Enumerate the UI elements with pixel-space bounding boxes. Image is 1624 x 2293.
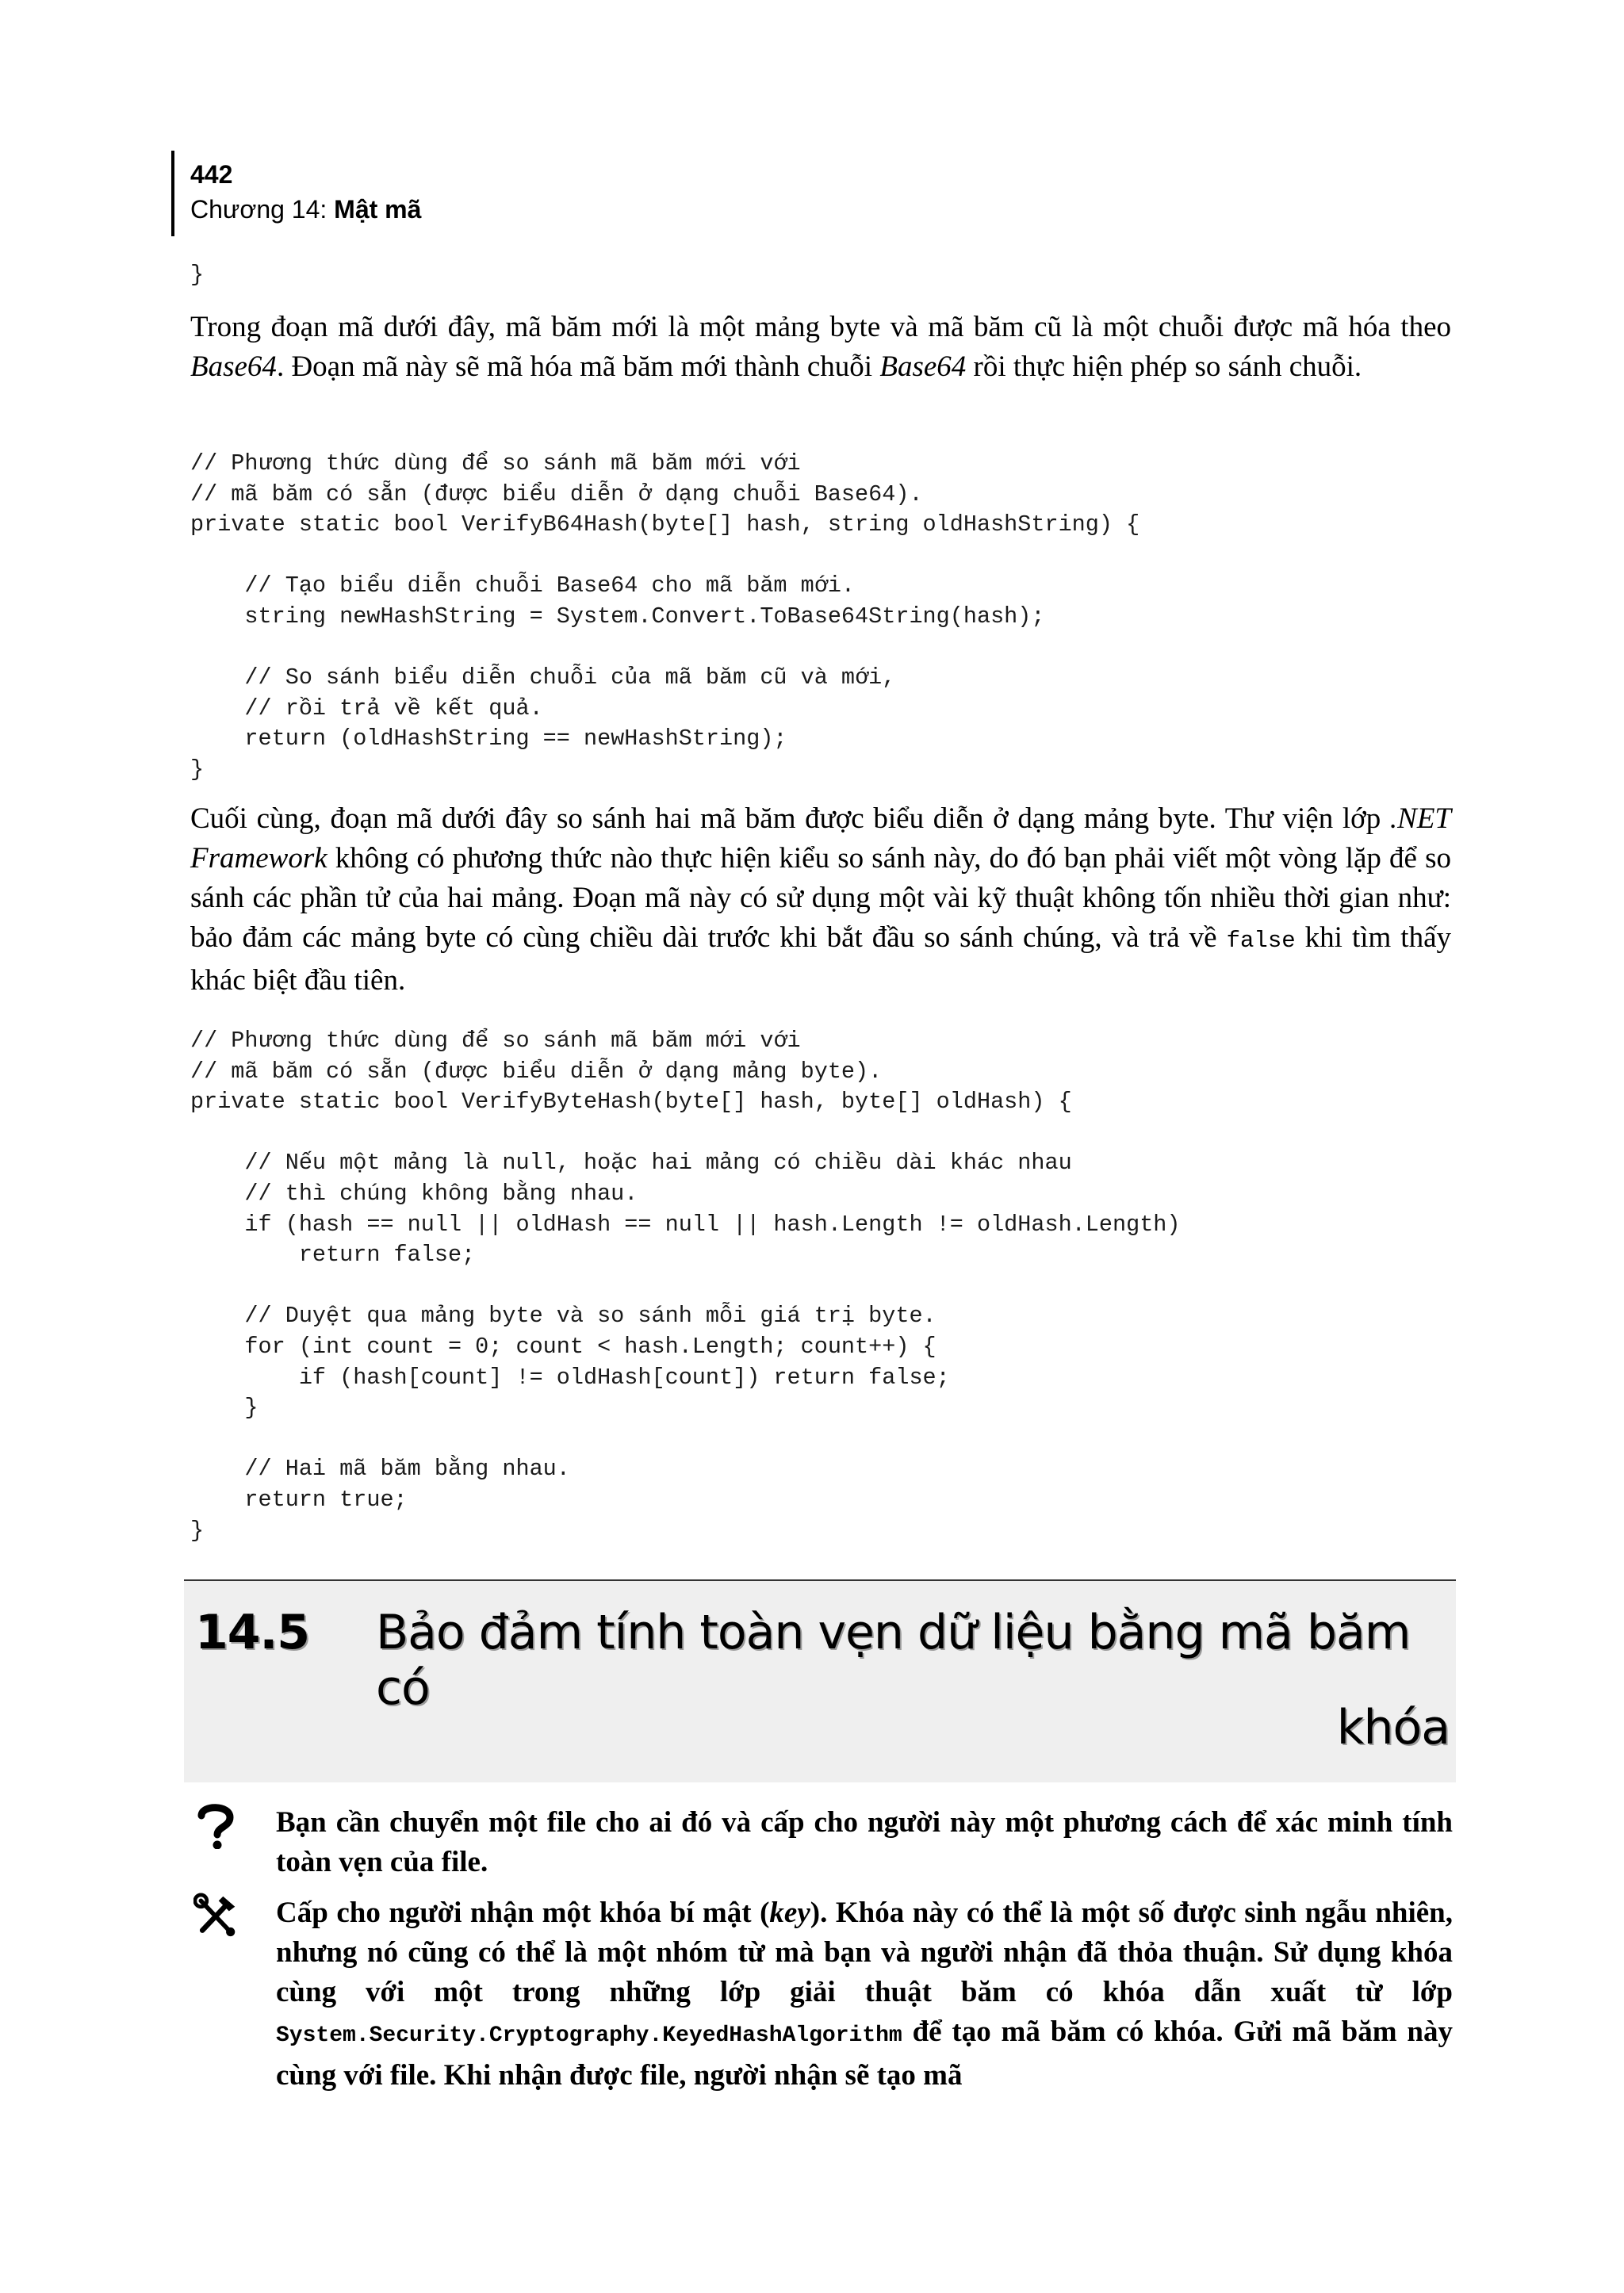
- italic-term: .NET Framework: [190, 802, 1451, 875]
- inline-code: false: [1226, 928, 1296, 954]
- text-run: . Đoạn mã này sẽ mã hóa mã băm mới thành chuỗi: [276, 350, 880, 383]
- code-block-verify-byte-hash: // Phương thức dùng để so sánh mã băm mới với // mã băm có sẵn (được biểu diễn ở dạng mảng byte). private static bool VerifyByteHash(byte[] hash, byte[] oldHash) { // Nếu một mảng là null, hoặc hai mảng có chiều dài khác nhau // thì chúng không bằng nhau. if (hash == null || oldHash == null || hash.Length != oldHash.Length) return false; // Duyệt qua mảng byte và so sánh mỗi giá trị byte. for (int count = 0; count < hash.Length; count++) { if (hash[count] != oldHash[count]) return false; } // Hai mã băm bằng nhau. return true; }: [190, 1028, 1181, 1544]
- italic-term: Base64: [879, 350, 967, 383]
- solution-statement: [276, 1893, 1453, 2096]
- chapter-prefix: Chương 14:: [190, 195, 335, 224]
- text-run: Cấp cho người nhận một khóa bí mật (: [276, 1897, 770, 1929]
- chapter-heading: [190, 192, 647, 227]
- italic-term: key: [769, 1897, 810, 1929]
- text-run: ). Khóa này có thể là một số được sinh ngẫu nhiên, nhưng nó cũng có thể là một nhóm từ mà bạn và người nhận đã thỏa thuận. Sử dụng khóa cùng với một trong những lớp giải thuật băm có khóa dẫn xuất từ lớp: [276, 1897, 1454, 2008]
- paragraph-base64-intro: [190, 308, 1451, 387]
- italic-term: Base64: [190, 350, 277, 383]
- text-run: Cuối cùng, đoạn mã dưới đây so sánh hai mã băm được biểu diễn ở dạng mảng byte. Thư viện lớp: [190, 802, 1390, 835]
- section-title-line2: khóa: [1336, 1700, 1450, 1755]
- code-closing-brace: }: [190, 262, 205, 288]
- question-mark-icon: [193, 1801, 238, 1849]
- text-run: để tạo mã băm có khóa. Gửi mã băm này cùng với file. Khi nhận được file, người nhận sẽ tạo mã: [276, 2015, 1453, 2092]
- text-run: khi tìm thấy khác biệt đầu tiên.: [190, 921, 1451, 997]
- inline-code: System.Security.Cryptography.KeyedHashAlgorithm: [276, 2023, 902, 2048]
- section-number: 14.5: [195, 1605, 310, 1660]
- paragraph-byte-compare: [190, 799, 1451, 1001]
- text-run: rồi thực hiện phép so sánh chuỗi.: [966, 350, 1362, 383]
- section-title-line1: Bảo đảm tính toàn vẹn dữ liệu bằng mã băm có: [376, 1605, 1411, 1716]
- text-run: không có phương thức nào thực hiện kiểu so sánh này, do đó bạn phải viết một vòng lặp để so sánh các phần tử của hai mảng. Đoạn mã này có sử dụng một vài kỹ thuật không tốn nhiều thời gian như: bảo đảm các mảng byte có cùng chiều dài trước khi bắt đầu so sánh chúng, và trả về: [190, 842, 1451, 954]
- page-header: [171, 151, 647, 236]
- text-run: Trong đoạn mã dưới đây, mã băm mới là một mảng byte và mã băm cũ là một chuỗi được mã hóa theo: [190, 311, 1451, 343]
- problem-statement: Bạn cần chuyển một file cho ai đó và cấp cho người này một phương cách để xác minh tính toàn vẹn của file.: [276, 1806, 1453, 1878]
- code-block-verify-b64-hash: // Phương thức dùng để so sánh mã băm mới với // mã băm có sẵn (được biểu diễn ở dạng chuỗi Base64). private static bool VerifyB64Hash(byte[] hash, string oldHashString) { // Tạo biểu diễn chuỗi Base64 cho mã băm mới. string newHashString = System.Convert.ToBase64String(hash); // So sánh biểu diễn chuỗi của mã băm cũ và mới, // rồi trả về kết quả. return (oldHashString == newHashString); }: [190, 450, 1140, 783]
- tools-icon: [193, 1892, 238, 1939]
- page-number: 442: [190, 160, 233, 189]
- section-heading: [184, 1579, 1456, 1782]
- chapter-title: Mật mã: [334, 195, 422, 224]
